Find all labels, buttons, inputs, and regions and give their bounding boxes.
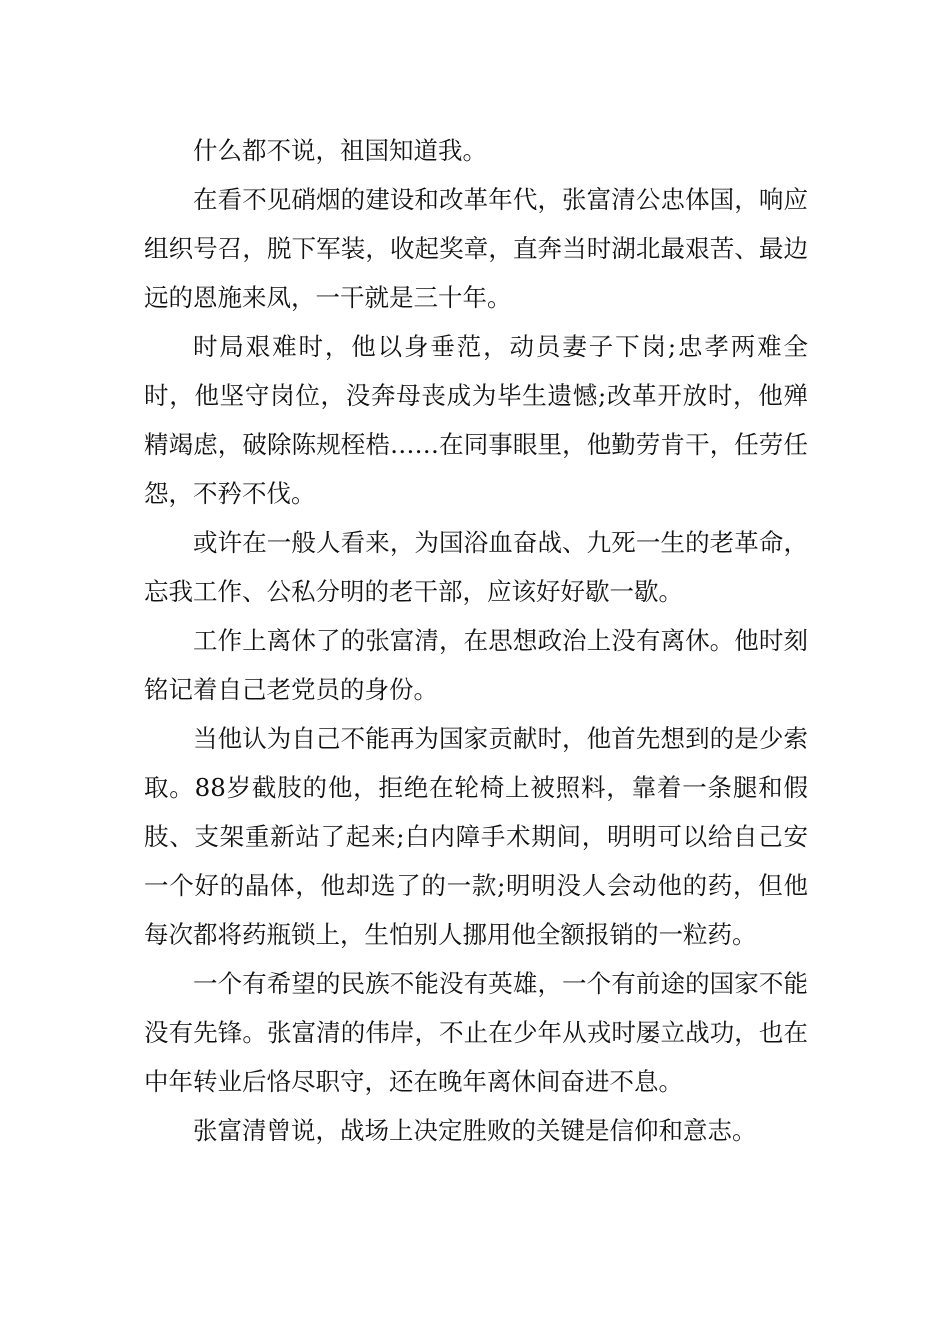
paragraph-4: 或许在一般人看来，为国浴血奋战、九死一生的老革命，忘我工作、公私分明的老干部，应该好好歇一歇。: [144, 528, 808, 606]
paragraph-8: 张富清曾说，战场上决定胜败的关键是信仰和意志。: [193, 1116, 757, 1145]
paragraph-1: 什么都不说，祖国知道我。: [193, 136, 487, 165]
paragraph-6: 当他认为自己不能再为国家贡献时，他首先想到的是少索取。88岁截肢的他，拒绝在轮椅上被照料，靠着一条腿和假肢、支架重新站了起来;白内障手术期间，明明可以给自己安一个好的晶体，他却选了的一款;明明没人会动他的药，但他每次都将药瓶锁上，生怕别人挪用他全额报销的一粒药。: [144, 724, 808, 949]
paragraph-2: 在看不见硝烟的建设和改革年代，张富清公忠体国，响应组织号召，脱下军装，收起奖章，直奔当时湖北最艰苦、最边远的恩施来凤，一干就是三十年。: [144, 185, 808, 312]
document-body: [144, 126, 808, 1155]
paragraph-3: 时局艰难时，他以身垂范，动员妻子下岗;忠孝两难全时，他坚守岗位，没奔母丧成为毕生遗憾;改革开放时，他殚精竭虑，破除陈规桎梏……在同事眼里，他勤劳肯干，任劳任怨，不矜不伐。: [144, 332, 808, 508]
paragraph-7: 一个有希望的民族不能没有英雄，一个有前途的国家不能没有先锋。张富清的伟岸，不止在少年从戎时屡立战功，也在中年转业后恪尽职守，还在晚年离休间奋进不息。: [144, 969, 808, 1096]
paragraph-5: 工作上离休了的张富清，在思想政治上没有离休。他时刻铭记着自己老党员的身份。: [144, 626, 808, 704]
